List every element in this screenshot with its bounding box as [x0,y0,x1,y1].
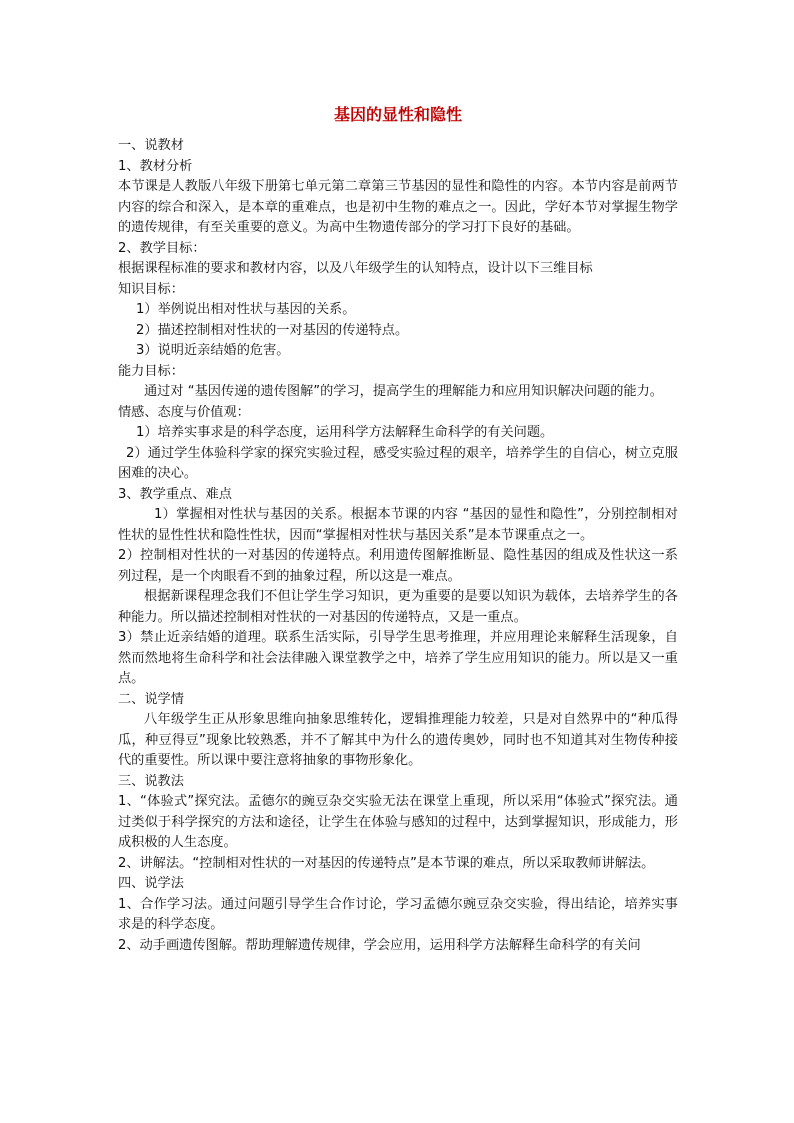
paragraph: 2、讲解法。“控制相对性状的一对基因的传递特点”是本节课的难点，所以采取教师讲解法。 [118,855,655,871]
paragraph: 根据新课程理念我们不但让学生学习知识，更为重要的是要以知识为载体，去培养学生的各种能力。所以描述控制相对性状的一对基因的传递特点，又是一重点。 [118,589,678,625]
subsection-heading: 2、教学目标： [118,240,206,256]
document-page [118,100,678,956]
section-heading: 四、说学法 [118,876,184,891]
goal-heading: 知识目标： [118,281,184,297]
paragraph: 3）禁止近亲结婚的道理。联系生活实际，引导学生思考推理，并应用理论来解释生活现象，自然而然地将生命科学和社会法律融入课堂教学之中，培养了学生应用知识的能力。所以是又一重点。 [118,630,678,686]
goal-heading: 能力目标： [118,363,184,379]
paragraph: 1）掌握相对性状与基因的关系。根据本节课的内容 “基因的显性和隐性”，分别控制相对性状的显性性状和隐性性状，因而“掌握相对性状与基因关系”是本节课重点之一。 [118,507,678,543]
paragraph: 八年级学生正从形象思维向抽象思维转化，逻辑推理能力较差，只是对自然界中的“种瓜得瓜，种豆得豆”现象比较熟悉，并不了解其中为什么的遗传奥妙，同时也不知道其对生物传种接代的重要性。所以课中要注意将抽象的事物形象化。 [118,712,678,768]
subsection-heading: 1、教材分析 [118,158,193,174]
paragraph: 2）控制相对性状的一对基因的传递特点。利用遗传图解推断显、隐性基因的组成及性状这一系列过程，是一个肉眼看不到的抽象过程，所以这是一难点。 [118,548,678,584]
paragraph: 2、动手画遗传图解。帮助理解遗传规律，学会应用，运用科学方法解释生命科学的有关问 [118,937,641,953]
paragraph: 1、“体验式”探究法。孟德尔的豌豆杂交实验无法在课堂上重现，所以采用“体验式”探究法。通过类似于科学探究的方法和途径，让学生在体验与感知的过程中，达到掌握知识，形成能力，形成积极的人生态度。 [118,794,678,850]
list-item: 1）培养实事求是的科学态度，运用科学方法解释生命科学的有关问题。 [136,425,554,440]
list-item: 1）举例说出相对性状与基因的关系。 [136,302,356,317]
section-heading: 一、说教材 [118,138,184,153]
section-heading: 三、说教法 [118,773,184,789]
section-heading: 二、说学情 [118,691,184,707]
subsection-heading: 3、教学重点、难点 [118,486,232,502]
goal-heading: 情感、态度与价值观： [118,404,250,420]
paragraph: 1、合作学习法。通过问题引导学生合作讨论，学习孟德尔豌豆杂交实验，得出结论，培养实事求是的科学态度。 [118,896,678,932]
paragraph: 本节课是人教版八年级下册第七单元第二章第三节基因的显性和隐性的内容。本节内容是前两节内容的综合和深入，是本章的重难点，也是初中生物的难点之一。因此，学好本节对掌握生物学的遗传规律，有至关重要的意义。为高中生物遗传部分的学习打下良好的基础。 [118,179,678,235]
paragraph: 根据课程标准的要求和教材内容，以及八年级学生的认知特点，设计以下三维目标 [118,261,593,276]
document-title: 基因的显性和隐性 [333,105,462,124]
list-item: 3）说明近亲结婚的危害。 [136,343,290,358]
list-item: 2）描述控制相对性状的一对基因的传递特点。 [136,322,409,338]
paragraph: 通过对 “基因传递的遗传图解”的学习，提高学生的理解能力和应用知识解决问题的能力。 [144,384,663,399]
list-item: 2）通过学生体验科学家的探究实验过程，感受实验过程的艰辛，培养学生的自信心，树立克服困难的决心。 [118,445,678,481]
